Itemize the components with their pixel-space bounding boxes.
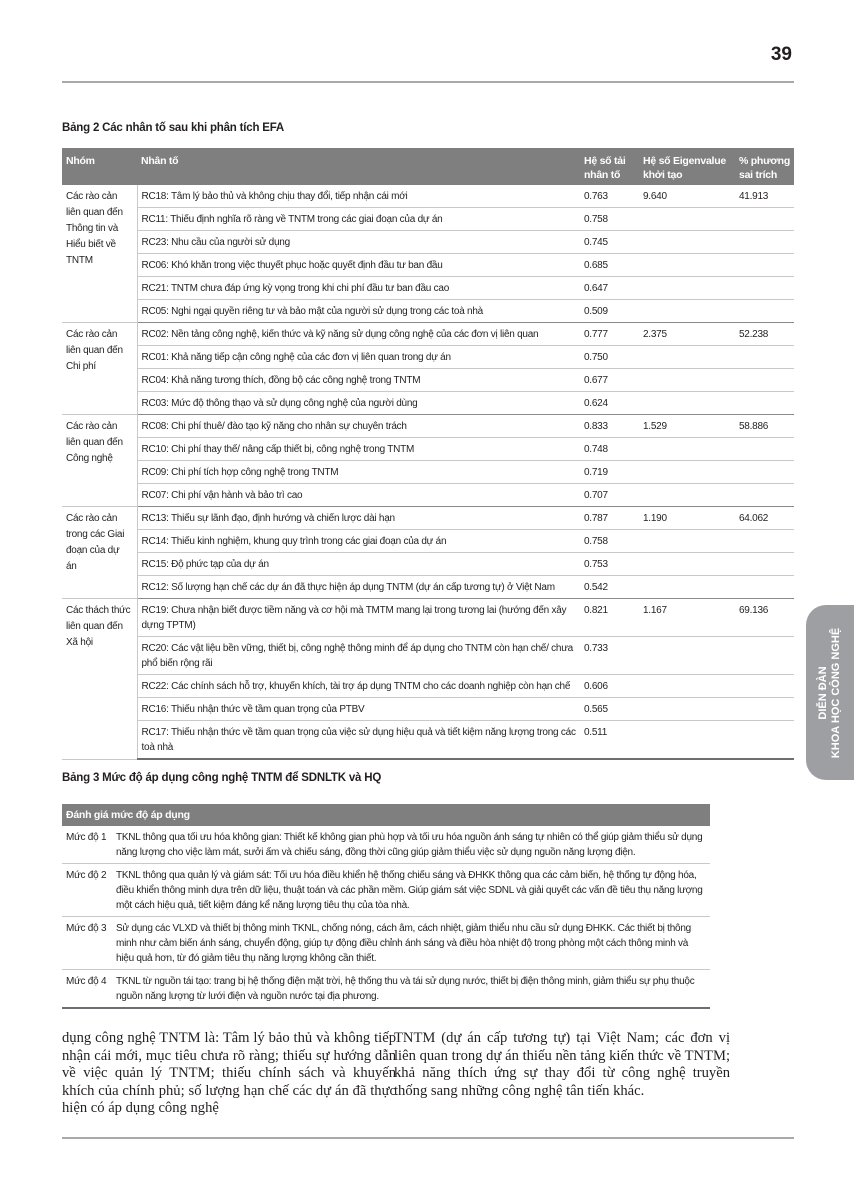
eigenvalue-cell: 2.375 [639,323,735,346]
level-cell: Mức độ 3 [62,917,112,970]
loading-cell: 0.542 [580,576,639,599]
eigenvalue-cell [639,392,735,415]
page-number: 39 [770,44,792,65]
table3-caption: Bảng 3 Mức độ áp dụng công nghệ TNTM để SDNLTK và HQ [62,772,382,784]
loading-cell: 0.677 [580,369,639,392]
loading-cell: 0.647 [580,277,639,300]
factor-cell: RC13: Thiếu sự lãnh đạo, định hướng và chiến lược dài hạn [137,507,580,530]
table-row [62,826,710,864]
factor-cell: RC21: TNTM chưa đáp ứng kỳ vọng trong khi chi phí đầu tư ban đầu cao [137,277,580,300]
loading-cell: 0.777 [580,323,639,346]
variance-cell [735,721,794,760]
eigenvalue-cell [639,721,735,760]
group-name-cell: Các rào cản liên quan đến Chi phí [62,323,137,415]
table-row [62,461,794,484]
eigenvalue-cell [639,553,735,576]
table-row [62,277,794,300]
loading-cell: 0.606 [580,675,639,698]
table-row [62,553,794,576]
loading-cell: 0.685 [580,254,639,277]
loading-cell: 0.509 [580,300,639,323]
variance-cell [735,300,794,323]
eigenvalue-cell [639,208,735,231]
factor-cell: RC08: Chi phí thuê/ đào tạo kỹ năng cho nhân sự chuyên trách [137,415,580,438]
eigenvalue-cell: 1.167 [639,599,735,637]
variance-cell [735,392,794,415]
eigenvalue-cell [639,637,735,675]
variance-cell [735,484,794,507]
eigenvalue-cell [639,277,735,300]
loading-cell: 0.733 [580,637,639,675]
body-text-right: TNTM (dự án cấp tương tự) tại Việt Nam; các đơn vị liên quan trong dự án thiếu nền tảng kiến thức về TNTM; khả năng thích ứng sự thay đổi từ công nghệ truyền thống sang những công nghệ tân tiến khác. [394,1030,730,1099]
table-header-row [62,804,710,826]
level-description-cell: TKNL từ nguồn tái tạo: trang bị hệ thống điện mặt trời, hệ thống thu và tái sử dụng nước, thiết bị điện thông minh, giảm thiểu sự phụ thuộc nguồn năng lượng từ lưới điện và nguồn nước tại địa phương. [112,970,710,1009]
table-row [62,675,794,698]
table-header-row [62,148,794,185]
loading-cell: 0.833 [580,415,639,438]
factor-cell: RC09: Chi phí tích hợp công nghệ trong TNTM [137,461,580,484]
group-name-cell: Các rào cản liên quan đến Công nghệ [62,415,137,507]
variance-cell: 41.913 [735,185,794,208]
factor-cell: RC12: Số lượng hạn chế các dự án đã thực hiện áp dụng TNTM (dự án cấp tương tự) ở Việt Nam [137,576,580,599]
header-variance: % phương sai trích [735,148,794,185]
level-cell: Mức độ 4 [62,970,112,1009]
loading-cell: 0.750 [580,346,639,369]
header-loading: Hệ số tải nhân tố [580,148,639,185]
table-row [62,346,794,369]
variance-cell [735,231,794,254]
variance-cell: 52.238 [735,323,794,346]
group-name-cell: Các thách thức liên quan đến Xã hội [62,599,137,760]
side-tab-line1: DIỄN ĐÀN [817,665,829,720]
eigenvalue-cell [639,461,735,484]
variance-cell [735,637,794,675]
body-text-left: dụng công nghệ TNTM là: Tâm lý bảo thủ và không tiếp nhận cái mới, mục tiêu chưa rõ ràng; thiếu sự hướng dẫn về việc quản lý TNTM; thiếu chính sách và khuyến khích của chính phủ; số lượng hạn chế các dự án đã thực hiện có áp dụng công nghệ [62,1030,396,1117]
eigenvalue-cell [639,300,735,323]
loading-cell: 0.748 [580,438,639,461]
table-row [62,231,794,254]
factor-cell: RC14: Thiếu kinh nghiệm, khung quy trình trong các giai đoạn của dự án [137,530,580,553]
factor-cell: RC15: Độ phức tạp của dự án [137,553,580,576]
variance-cell [735,346,794,369]
adoption-levels-table [62,804,710,1009]
level-description-cell: Sử dụng các VLXD và thiết bị thông minh TKNL, chống nóng, cách âm, cách nhiệt, giảm thiểu nhu cầu sử dụng ĐHKK. Các thiết bị thông minh như cảm biến ánh sáng, chuyển động, giúp tự động điều chỉnh ánh sáng và điều hòa nhiệt độ trong phòng một cách thông minh và hiệu quả hơn, từ đó giảm tiêu thụ năng lượng không cần thiết. [112,917,710,970]
table-row [62,438,794,461]
variance-cell [735,208,794,231]
table-row [62,323,794,346]
efa-factors-table [62,148,794,760]
table-row [62,185,794,208]
table-row [62,392,794,415]
side-tab-line2: KHOA HỌC CÔNG NGHỆ [830,627,842,758]
table-row [62,484,794,507]
loading-cell: 0.821 [580,599,639,637]
factor-cell: RC01: Khả năng tiếp cận công nghệ của các đơn vị liên quan trong dự án [137,346,580,369]
loading-cell: 0.787 [580,507,639,530]
factor-cell: RC16: Thiếu nhận thức về tầm quan trọng của PTBV [137,698,580,721]
loading-cell: 0.624 [580,392,639,415]
eigenvalue-cell [639,484,735,507]
level-cell: Mức độ 2 [62,864,112,917]
factor-cell: RC20: Các vật liệu bền vững, thiết bị, công nghệ thông minh để áp dụng cho TNTM còn hạn chế/ chưa phổ biến rộng rãi [137,637,580,675]
variance-cell [735,576,794,599]
factor-cell: RC18: Tâm lý bảo thủ và không chịu thay đổi, tiếp nhận cái mới [137,185,580,208]
eigenvalue-cell [639,438,735,461]
factor-cell: RC05: Nghi ngại quyền riêng tư và bảo mật của người sử dụng trong các toà nhà [137,300,580,323]
eigenvalue-cell [639,231,735,254]
level-description-cell: TKNL thông qua tối ưu hóa không gian: Thiết kế không gian phù hợp và tối ưu hóa nguồn ánh sáng tự nhiên có thể giúp giảm thiểu sử dụng năng lượng cho việc làm mát, sưởi ấm và chiếu sáng, đồng thời cũng giúp giảm thiểu việc sử dụng nguồn năng lượng điện. [112,826,710,864]
table-row [62,254,794,277]
variance-cell: 58.886 [735,415,794,438]
table-row [62,864,710,917]
section-side-tab [806,605,854,780]
table-row [62,599,794,637]
top-rule [62,81,794,83]
factor-cell: RC22: Các chính sách hỗ trợ, khuyến khích, tài trợ áp dụng TNTM cho các doanh nghiệp còn hạn chế [137,675,580,698]
eigenvalue-cell: 9.640 [639,185,735,208]
table-row [62,970,710,1009]
group-name-cell: Các rào cản liên quan đến Thông tin và Hiểu biết về TNTM [62,185,137,323]
level-cell: Mức độ 1 [62,826,112,864]
variance-cell [735,553,794,576]
factor-cell: RC23: Nhu cầu của người sử dụng [137,231,580,254]
factor-cell: RC04: Khả năng tương thích, đồng bộ các công nghệ trong TNTM [137,369,580,392]
loading-cell: 0.719 [580,461,639,484]
table-row [62,415,794,438]
variance-cell [735,438,794,461]
variance-cell [735,277,794,300]
variance-cell [735,675,794,698]
eigenvalue-cell [639,254,735,277]
table-row [62,576,794,599]
factor-cell: RC02: Nền tảng công nghệ, kiến thức và kỹ năng sử dụng công nghệ của các đơn vị liên quan [137,323,580,346]
level-description-cell: TKNL thông qua quản lý và giám sát: Tối ưu hóa điều khiển hệ thống chiếu sáng và ĐHKK thông qua các cảm biến, hệ thống tự động hóa, điều khiển thông minh dựa trên dữ liệu, thuật toán và các phần mềm. Giúp giám sát việc SDNL và giải quyết các vấn đề tiêu thụ năng lượng một cách hiệu quả, tiết kiệm đáng kể năng lượng tiêu thụ của tòa nhà. [112,864,710,917]
table-row [62,917,710,970]
factor-cell: RC07: Chi phí vận hành và bảo trì cao [137,484,580,507]
loading-cell: 0.758 [580,208,639,231]
bottom-rule [62,1137,794,1139]
variance-cell [735,461,794,484]
loading-cell: 0.745 [580,231,639,254]
factor-cell: RC11: Thiếu định nghĩa rõ ràng về TNTM trong các giai đoạn của dự án [137,208,580,231]
variance-cell: 64.062 [735,507,794,530]
table-row [62,208,794,231]
table-row [62,300,794,323]
table-row [62,721,794,760]
loading-cell: 0.511 [580,721,639,760]
header-factor: Nhân tố [137,148,580,185]
header-eigenvalue: Hệ số Eigenvalue khởi tạo [639,148,735,185]
factor-cell: RC19: Chưa nhận biết được tiềm năng và cơ hội mà TMTM mang lại trong tương lai (hướng đến xây dựng TPTM) [137,599,580,637]
table-row [62,698,794,721]
variance-cell [735,254,794,277]
eigenvalue-cell: 1.190 [639,507,735,530]
variance-cell: 69.136 [735,599,794,637]
eigenvalue-cell [639,530,735,553]
factor-cell: RC06: Khó khăn trong việc thuyết phục hoặc quyết định đầu tư ban đầu [137,254,580,277]
loading-cell: 0.763 [580,185,639,208]
eigenvalue-cell: 1.529 [639,415,735,438]
loading-cell: 0.758 [580,530,639,553]
variance-cell [735,698,794,721]
variance-cell [735,369,794,392]
factor-cell: RC17: Thiếu nhận thức về tầm quan trọng của việc sử dụng hiệu quả và tiết kiệm năng lượng trong các toà nhà [137,721,580,760]
eigenvalue-cell [639,675,735,698]
factor-cell: RC10: Chi phí thay thế/ nâng cấp thiết bị, công nghệ trong TNTM [137,438,580,461]
header-group: Nhóm [62,148,137,185]
table-row [62,507,794,530]
table2-caption: Bảng 2 Các nhân tố sau khi phân tích EFA [62,122,285,134]
table-row [62,369,794,392]
table-row [62,637,794,675]
eigenvalue-cell [639,576,735,599]
header-assessment: Đánh giá mức độ áp dụng [62,804,710,826]
eigenvalue-cell [639,698,735,721]
loading-cell: 0.565 [580,698,639,721]
table-row [62,530,794,553]
factor-cell: RC03: Mức độ thông thạo và sử dụng công nghệ của người dùng [137,392,580,415]
eigenvalue-cell [639,346,735,369]
loading-cell: 0.707 [580,484,639,507]
loading-cell: 0.753 [580,553,639,576]
eigenvalue-cell [639,369,735,392]
variance-cell [735,530,794,553]
group-name-cell: Các rào cản trong các Giai đoạn của dự án [62,507,137,599]
